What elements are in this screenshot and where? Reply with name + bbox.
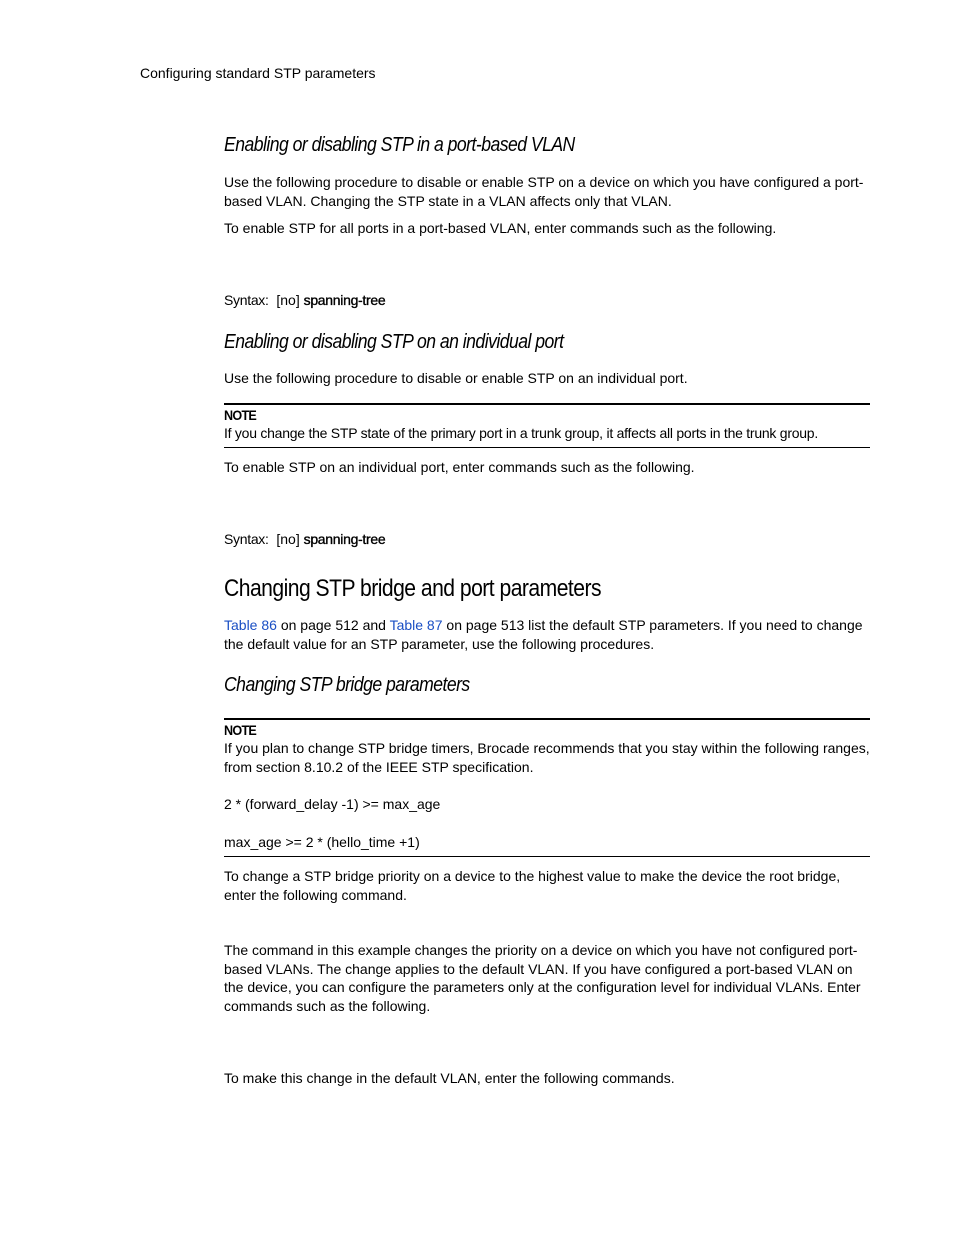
syntax-command: spanning-tree	[303, 531, 386, 547]
heading-stp-port-based-vlan: Enabling or disabling STP in a port-based VLAN	[224, 134, 575, 156]
bridge-formula-forward-delay: 2 * (forward_delay -1) >= max_age	[224, 796, 441, 812]
syntax-option: [no]	[276, 292, 300, 308]
heading-changing-stp-params: Changing STP bridge and port parameters	[224, 575, 602, 602]
port-enable-paragraph: To enable STP on an individual port, enter commands such as the following.	[224, 459, 695, 475]
note-top-rule	[224, 718, 870, 720]
table-87-link[interactable]: Table 87	[389, 617, 443, 633]
bridge-note-text: If you plan to change STP bridge timers, Brocade recommends that you stay within the following ranges, from section 8.10.2 of the IEEE STP specification.	[224, 740, 870, 775]
vlan-intro-paragraph: Use the following procedure to disable or enable STP on a device on which you have configured a port-based VLAN. Changing the STP state in a VLAN affects only that VLAN.	[224, 174, 864, 209]
bridge-vlan-paragraph: The command in this example changes the priority on a device on which you have not configured port-based VLANs. The change applies to the default VLAN. If you have configured a port-based VLAN on the device, you can configure the parameters only at the configuration level for individual VLANs. Enter commands such as the following.	[224, 942, 861, 1014]
vlan-syntax-line	[224, 292, 385, 308]
note-bottom-rule	[224, 447, 870, 448]
change-intro-paragraph	[224, 616, 872, 653]
syntax-option: [no]	[276, 531, 300, 547]
note-label: NOTE	[224, 407, 257, 423]
table-86-link[interactable]: Table 86	[224, 617, 277, 633]
heading-stp-individual-port: Enabling or disabling STP on an individual port	[224, 331, 564, 353]
port-note-text: If you change the STP state of the primary port in a trunk group, it affects all ports in the trunk group.	[224, 425, 818, 441]
syntax-label: Syntax:	[224, 531, 269, 547]
change-text-1: on page 512 and	[276, 617, 390, 633]
syntax-command: spanning-tree	[303, 292, 386, 308]
bridge-default-vlan-paragraph: To make this change in the default VLAN, enter the following commands.	[224, 1070, 675, 1086]
port-intro-paragraph: Use the following procedure to disable or enable STP on an individual port.	[224, 370, 688, 386]
note-top-rule	[224, 403, 870, 405]
bridge-formula-hello-time: max_age >= 2 * (hello_time +1)	[224, 834, 420, 850]
port-syntax-line	[224, 531, 385, 547]
note-label: NOTE	[224, 722, 257, 738]
running-header: Configuring standard STP parameters	[140, 65, 376, 81]
change-text-2: on page 513 list the default STP parameters. If you need to change the default value for an STP parameter, use the following procedures.	[224, 617, 863, 652]
note-bottom-rule	[224, 856, 870, 857]
vlan-enable-paragraph: To enable STP for all ports in a port-based VLAN, enter commands such as the following.	[224, 220, 777, 236]
syntax-label: Syntax:	[224, 292, 269, 308]
bridge-priority-paragraph: To change a STP bridge priority on a device to the highest value to make the device the root bridge, enter the following command.	[224, 868, 841, 903]
heading-changing-bridge-params: Changing STP bridge parameters	[224, 674, 470, 696]
